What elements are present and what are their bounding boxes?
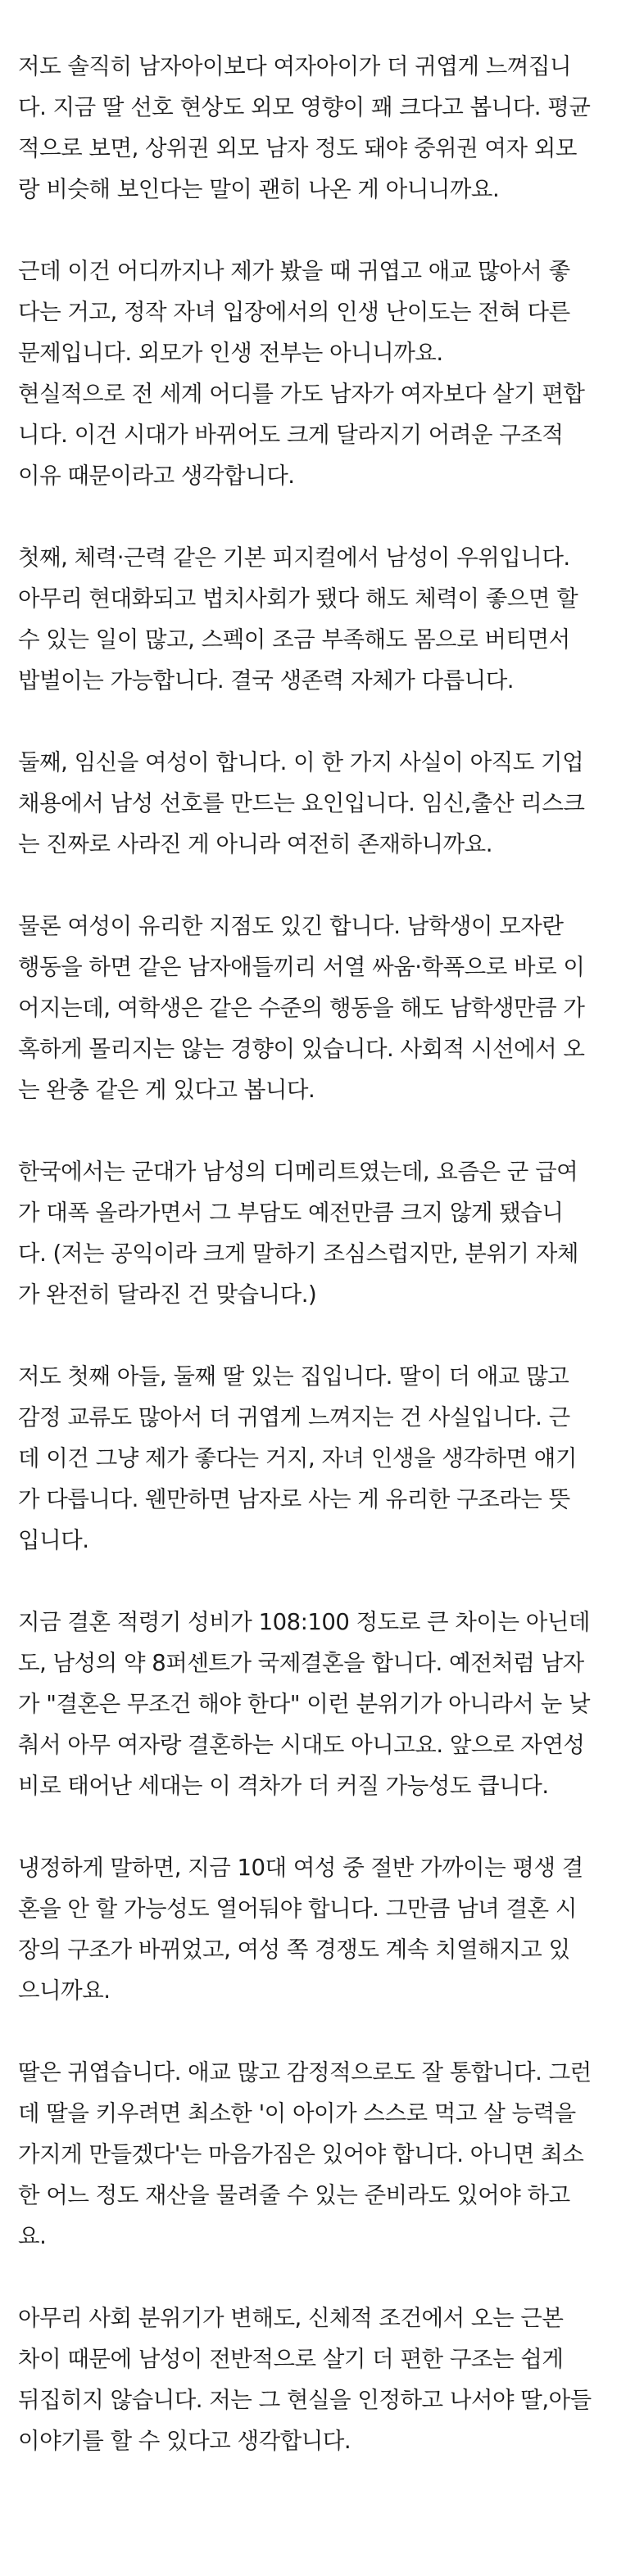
paragraph-military: 한국에서는 군대가 남성의 디메리트였는데, 요즘은 군 급여 가 대폭 올라가면서 그 부담도 예전만큼 크지 않게 됐습니 다. (저는 공익이라 크게 말하기 조심스럽지만, 분위기 자체 가 완전히 달라진 건 맞습니다.) (18, 1159, 578, 1308)
paragraph-reality-check: 근데 이건 어디까지나 제가 봤을 때 귀엽고 애교 많아서 좋 다는 거고, 정작 자녀 입장에서의 인생 난이도는 전혀 다른 문제입니다. 외모가 인생 전부는 아니니까요. (18, 258, 570, 366)
paragraph-intro: 저도 솔직히 남자아이보다 여자아이가 더 귀엽게 느껴집니 다. 지금 딸 선호 현상도 외모 영향이 꽤 크다고 봅니다. 평균 적으로 보면, 상위권 외모 남자 정도 돼야 중위권 여자 외모 랑 비슷해 보인다는 말이 괜히 나온 게 아니니까요. (18, 53, 591, 202)
paragraph-conclusion: 아무리 사회 분위기가 변해도, 신체적 조건에서 오는 근본 차이 때문에 남성이 전반적으로 살기 더 편한 구조는 쉽게 뒤집히지 않습니다. 저는 그 현실을 인정하고 나서야 딸,아들 이야기를 할 수 있다고 생각합니다. (18, 2305, 592, 2454)
paragraph-marriage-market: 냉정하게 말하면, 지금 10대 여성 중 절반 가까이는 평생 결 혼을 안 할 가능성도 열어둬야 합니다. 그만큼 남녀 결혼 시 장의 구조가 바뀌었고, 여성 쪽 경쟁도 계속 치열해지고 있 으니까요. (18, 1855, 583, 2004)
paragraph-sex-ratio: 지금 결혼 적령기 성비가 108:100 정도로 큰 차이는 아닌데 도, 남성의 약 8퍼센트가 국제결혼을 합니다. 예전처럼 남자 가 "결혼은 무조건 해야 한다" 이런 분위기가 아니라서 눈 낮 춰서 아무 여자랑 결혼하는 시대도 아니고요. 앞으로 자연성 비로 태어난 세대는 이 격차가 더 커질 가능성도 큽니다. (18, 1609, 590, 1799)
post-body (18, 46, 626, 2502)
paragraph-structural-reason: 현실적으로 전 세계 어디를 가도 남자가 여자보다 살기 편합 니다. 이건 시대가 바뀌어도 크게 달라지기 어려운 구조적 이유 때문이라고 생각합니다. (18, 381, 585, 489)
paragraph-first-physical: 첫째, 체력·근력 같은 기본 피지컬에서 남성이 우위입니다. 아무리 현대화되고 법치사회가 됐다 해도 체력이 좋으면 할 수 있는 일이 많고, 스펙이 조금 부족해도 몸으로 버티면서 밥벌이는 가능합니다. 결국 생존력 자체가 다릅니다. (18, 545, 578, 694)
paragraph-female-advantage: 물론 여성이 유리한 지점도 있긴 합니다. 남학생이 모자란 행동을 하면 같은 남자애들끼리 서열 싸움·학폭으로 바로 이 어지는데, 여학생은 같은 수준의 행동을 해도 남학생만큼 가 혹하게 몰리지는 않는 경향이 있습니다. 사회적 시선에서 오 는 완충 같은 게 있다고 봅니다. (18, 913, 585, 1103)
paragraph-second-pregnancy: 둘째, 임신을 여성이 합니다. 이 한 가지 사실이 아직도 기업 채용에서 남성 선호를 만드는 요인입니다. 임신,출산 리스크 는 진짜로 사라진 게 아니라 여전히 존재하니까요. (18, 749, 585, 857)
paragraph-own-family: 저도 첫째 아들, 둘째 딸 있는 집입니다. 딸이 더 애교 많고 감정 교류도 많아서 더 귀엽게 느껴지는 건 사실입니다. 근 데 이건 그냥 제가 좋다는 거지, 자녀 인생을 생각하면 얘기 가 다릅니다. 웬만하면 남자로 사는 게 유리한 구조라는 뜻 입니다. (18, 1363, 577, 1553)
paragraph-raising-daughter: 딸은 귀엽습니다. 애교 많고 감정적으로도 잘 통합니다. 그런 데 딸을 키우려면 최소한 '이 아이가 스스로 먹고 살 능력을 가지게 만들겠다'는 마음가짐은 있어야 합니다. 아니면 최소 한 어느 정도 재산을 물려줄 수 있는 준비라도 있어야 하고 요. (18, 2059, 592, 2249)
